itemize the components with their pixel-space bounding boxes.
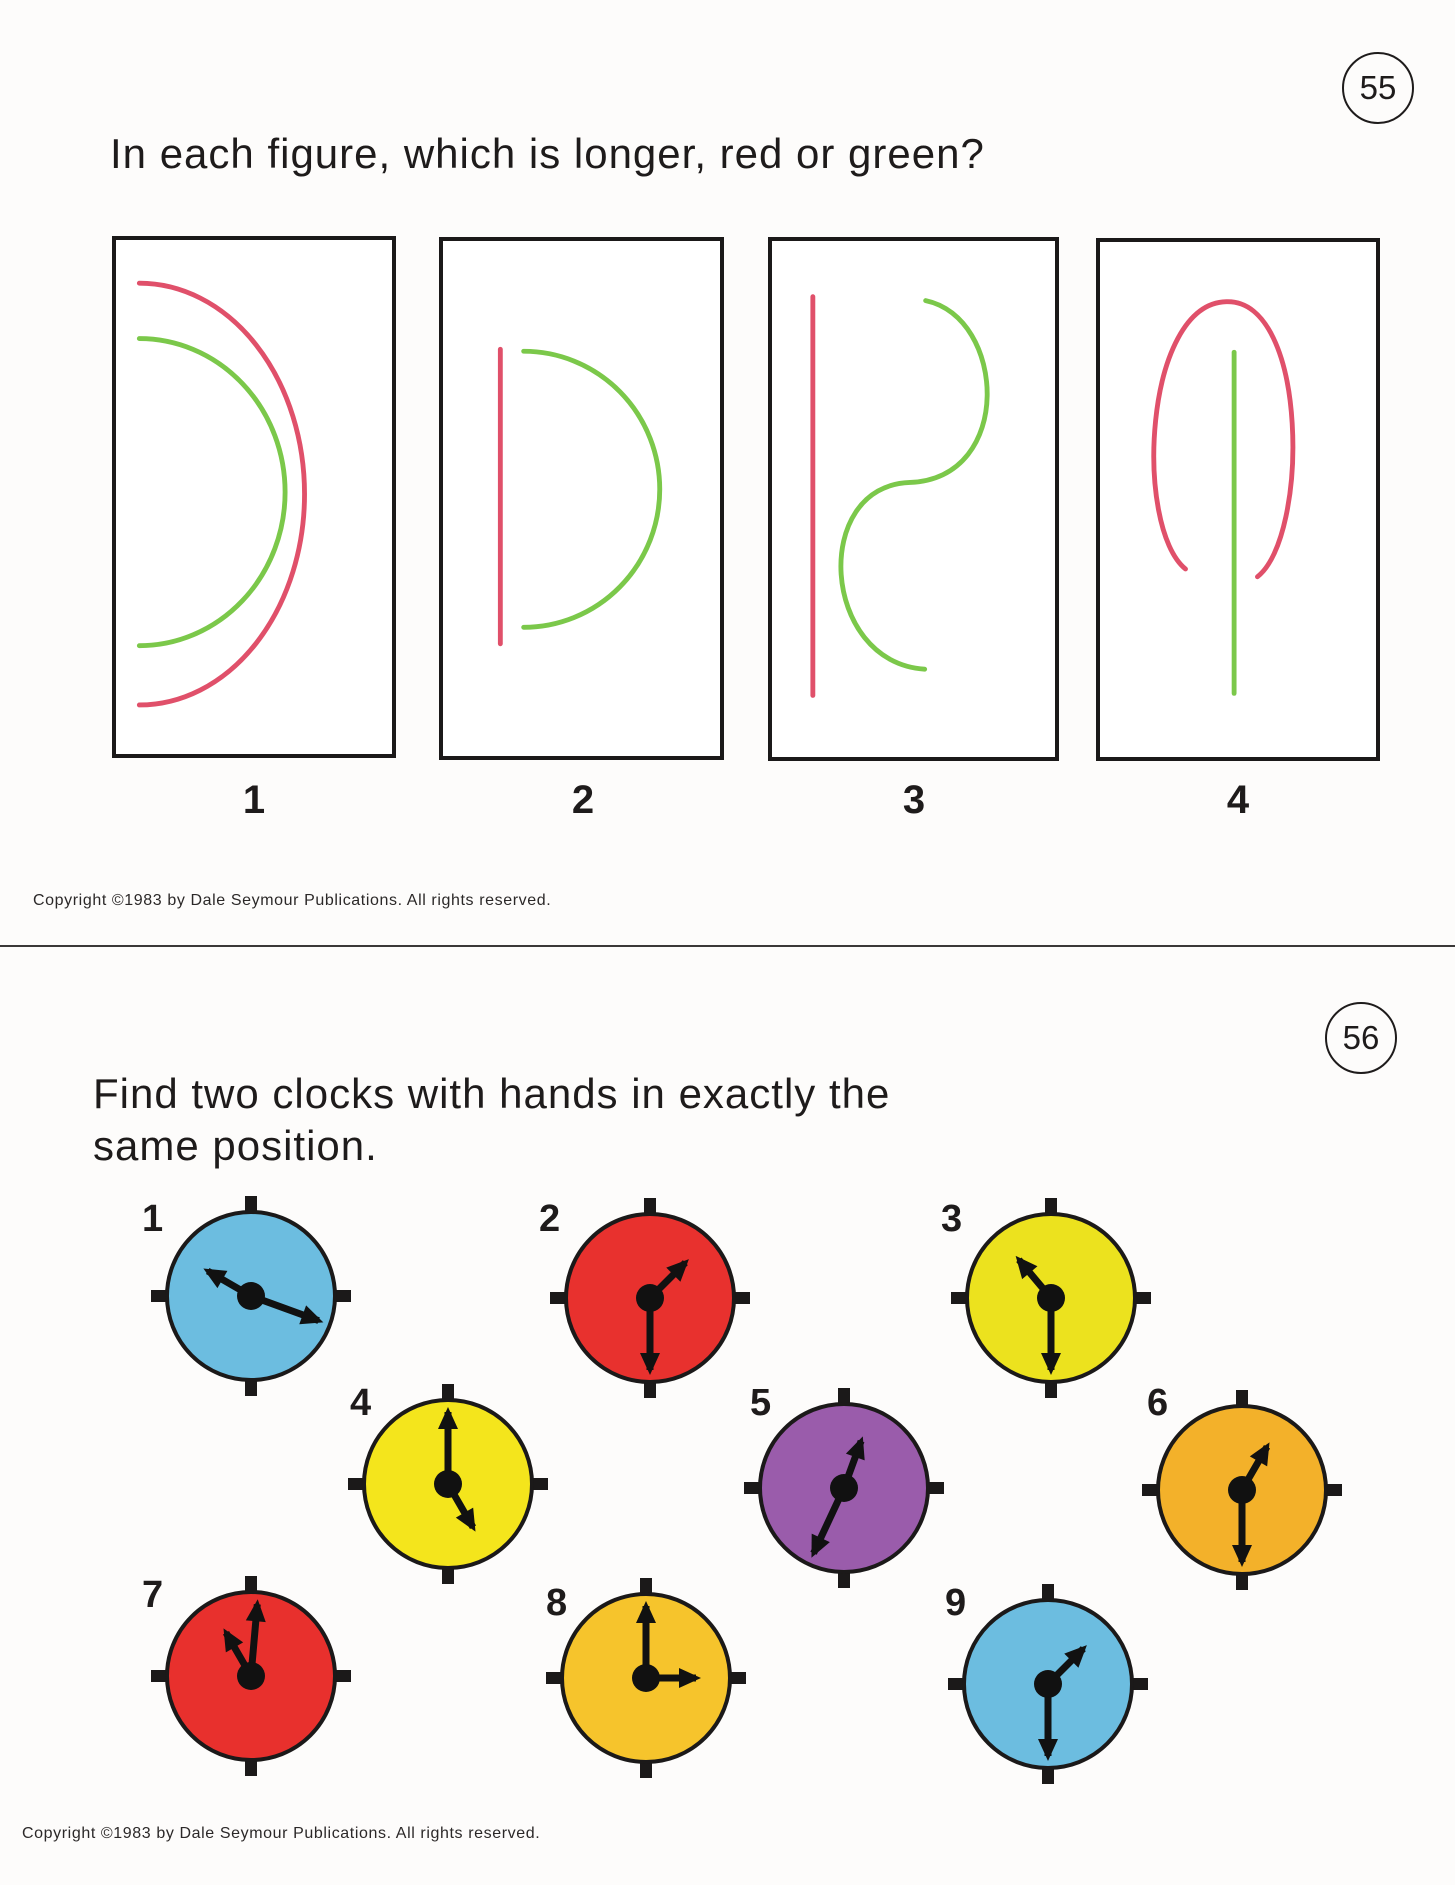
clock-1 [151,1196,351,1396]
card-number: 55 [1359,69,1397,106]
copyright-text: Copyright ©1983 by Dale Seymour Publications. All rights reserved. [33,892,552,909]
copyright-text: Copyright ©1983 by Dale Seymour Publications. All rights reserved. [22,1825,541,1842]
clock-1-label: 1 [142,1198,164,1240]
green-s-curve [841,301,987,670]
clock-6 [1142,1390,1342,1590]
figure-1-label: 1 [242,778,266,822]
red-oval [1154,302,1293,577]
clock-center-pin [636,1284,664,1312]
clock-face-drawing [1142,1390,1342,1590]
clock-6-label: 6 [1147,1382,1169,1424]
figure-4-drawing [1100,242,1376,757]
clock-face-drawing [744,1388,944,1588]
clock-face-drawing [951,1198,1151,1398]
clock-face-drawing [546,1578,746,1778]
figure-3 [768,237,1059,761]
clock-face-drawing [550,1198,750,1398]
clock-2 [550,1198,750,1398]
clock-center-pin [1037,1284,1065,1312]
card-number: 56 [1342,1019,1380,1056]
figure-4 [1096,238,1380,761]
clock-center-pin [237,1282,265,1310]
clock-8 [546,1578,746,1778]
figure-2-drawing [443,241,720,756]
clock-center-pin [830,1474,858,1502]
clock-center-pin [237,1662,265,1690]
clock-5-label: 5 [750,1382,772,1424]
clock-9-label: 9 [945,1582,967,1624]
question-text: In each figure, which is longer, red or green? [110,130,985,177]
clock-center-pin [1034,1670,1062,1698]
clock-center-pin [434,1470,462,1498]
card-number-badge [1342,52,1414,124]
clock-3-label: 3 [941,1198,963,1240]
card-divider [0,945,1455,947]
green-arc [139,339,285,646]
figure-3-drawing [772,241,1055,757]
clock-7-label: 7 [142,1574,164,1616]
card-56 [0,948,1455,1885]
figure-2-label: 2 [571,778,595,822]
clock-2-label: 2 [539,1198,561,1240]
question-line-1: Find two clocks with hands in exactly the [93,1070,891,1117]
clock-8-label: 8 [546,1582,568,1624]
clock-face-drawing [151,1196,351,1396]
figure-1 [112,236,396,758]
figure-1-drawing [116,240,392,754]
clock-9 [948,1584,1148,1784]
clock-center-pin [1228,1476,1256,1504]
question-text [93,1068,890,1172]
clock-center-pin [632,1664,660,1692]
clock-face-drawing [348,1384,548,1584]
clock-4-label: 4 [350,1382,372,1424]
clock-face-drawing [151,1576,351,1776]
clock-4 [348,1384,548,1584]
figure-4-label: 4 [1226,778,1250,822]
card-number-badge [1325,1002,1397,1074]
clock-face-drawing [948,1584,1148,1784]
question-line-2: same position. [93,1122,378,1169]
clock-3 [951,1198,1151,1398]
clock-5 [744,1388,944,1588]
clock-7 [151,1576,351,1776]
green-arc [524,351,660,627]
figure-2 [439,237,724,760]
figure-3-label: 3 [902,778,926,822]
